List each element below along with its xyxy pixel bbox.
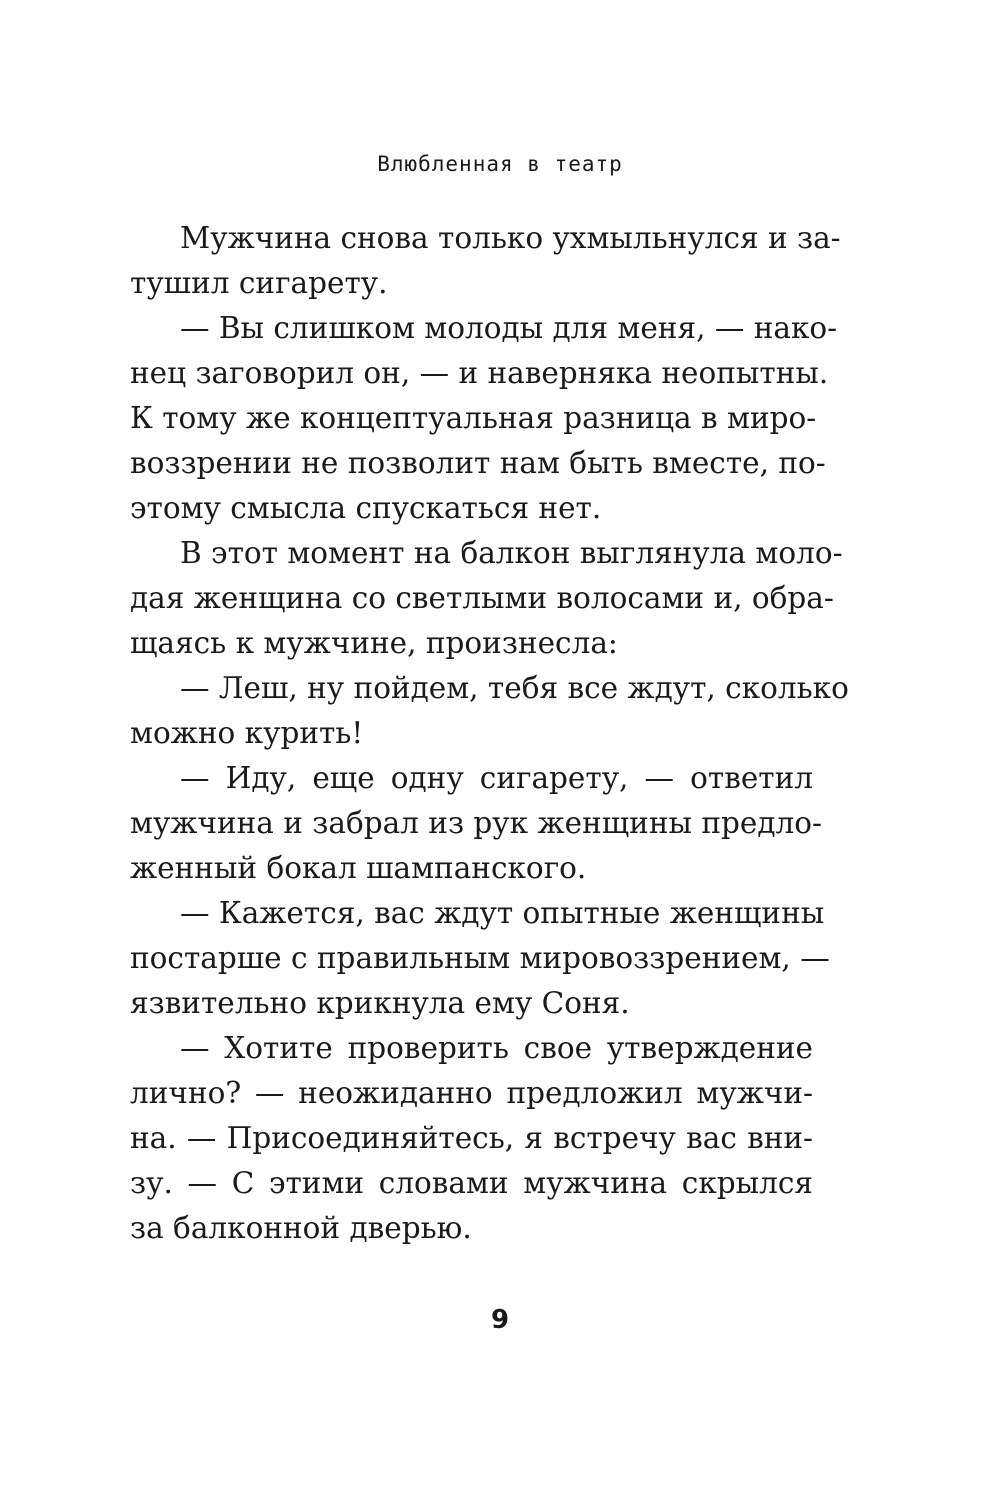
text-line: — Иду, еще одну сигарету, — ответил	[180, 761, 813, 795]
text-line: — Леш, ну пойдем, тебя все ждут, сколько	[180, 671, 849, 705]
text-line: В этот момент на балкон выглянула моло-	[180, 536, 843, 570]
text-line: дая женщина со светлыми волосами и, обра-	[130, 581, 834, 615]
text-line: воззрении не позволит нам быть вместе, по-	[130, 446, 826, 480]
text-line: постарше с правильным мировоззрением, —	[130, 941, 830, 975]
text-line: можно курить!	[130, 716, 364, 750]
text-line: К тому же концептуальная разница в миро-	[130, 401, 817, 435]
text-line: этому смысла спускаться нет.	[130, 491, 602, 525]
text-line: щаясь к мужчине, произнесла:	[130, 626, 618, 660]
text-line: язвительно крикнула ему Соня.	[130, 986, 630, 1020]
text-line: мужчина и забрал из рук женщины предло-	[130, 806, 822, 840]
text-line: женный бокал шампанского.	[130, 851, 587, 885]
text-line: зу. — С этими словами мужчина скрылся	[130, 1166, 813, 1200]
text-line: Мужчина снова только ухмыльнулся и за-	[180, 221, 841, 255]
text-line: лично? — неожиданно предложил мужчи-	[130, 1076, 813, 1110]
text-line: нец заговорил он, — и наверняка неопытны.	[130, 356, 829, 390]
page-number: 9	[490, 1305, 510, 1335]
text-line: — Вы слишком молоды для меня, — нако-	[180, 311, 838, 345]
text-line: за балконной дверью.	[130, 1211, 472, 1245]
text-line: — Кажется, вас ждут опытные женщины	[180, 896, 825, 930]
text-line: на. — Присоединяйтесь, я встречу вас вни-	[130, 1121, 813, 1155]
text-line: тушил сигарету.	[130, 266, 388, 300]
text-line: — Хотите проверить свое утверждение	[180, 1031, 813, 1065]
running-head: Влюбленная в театр	[377, 152, 623, 176]
